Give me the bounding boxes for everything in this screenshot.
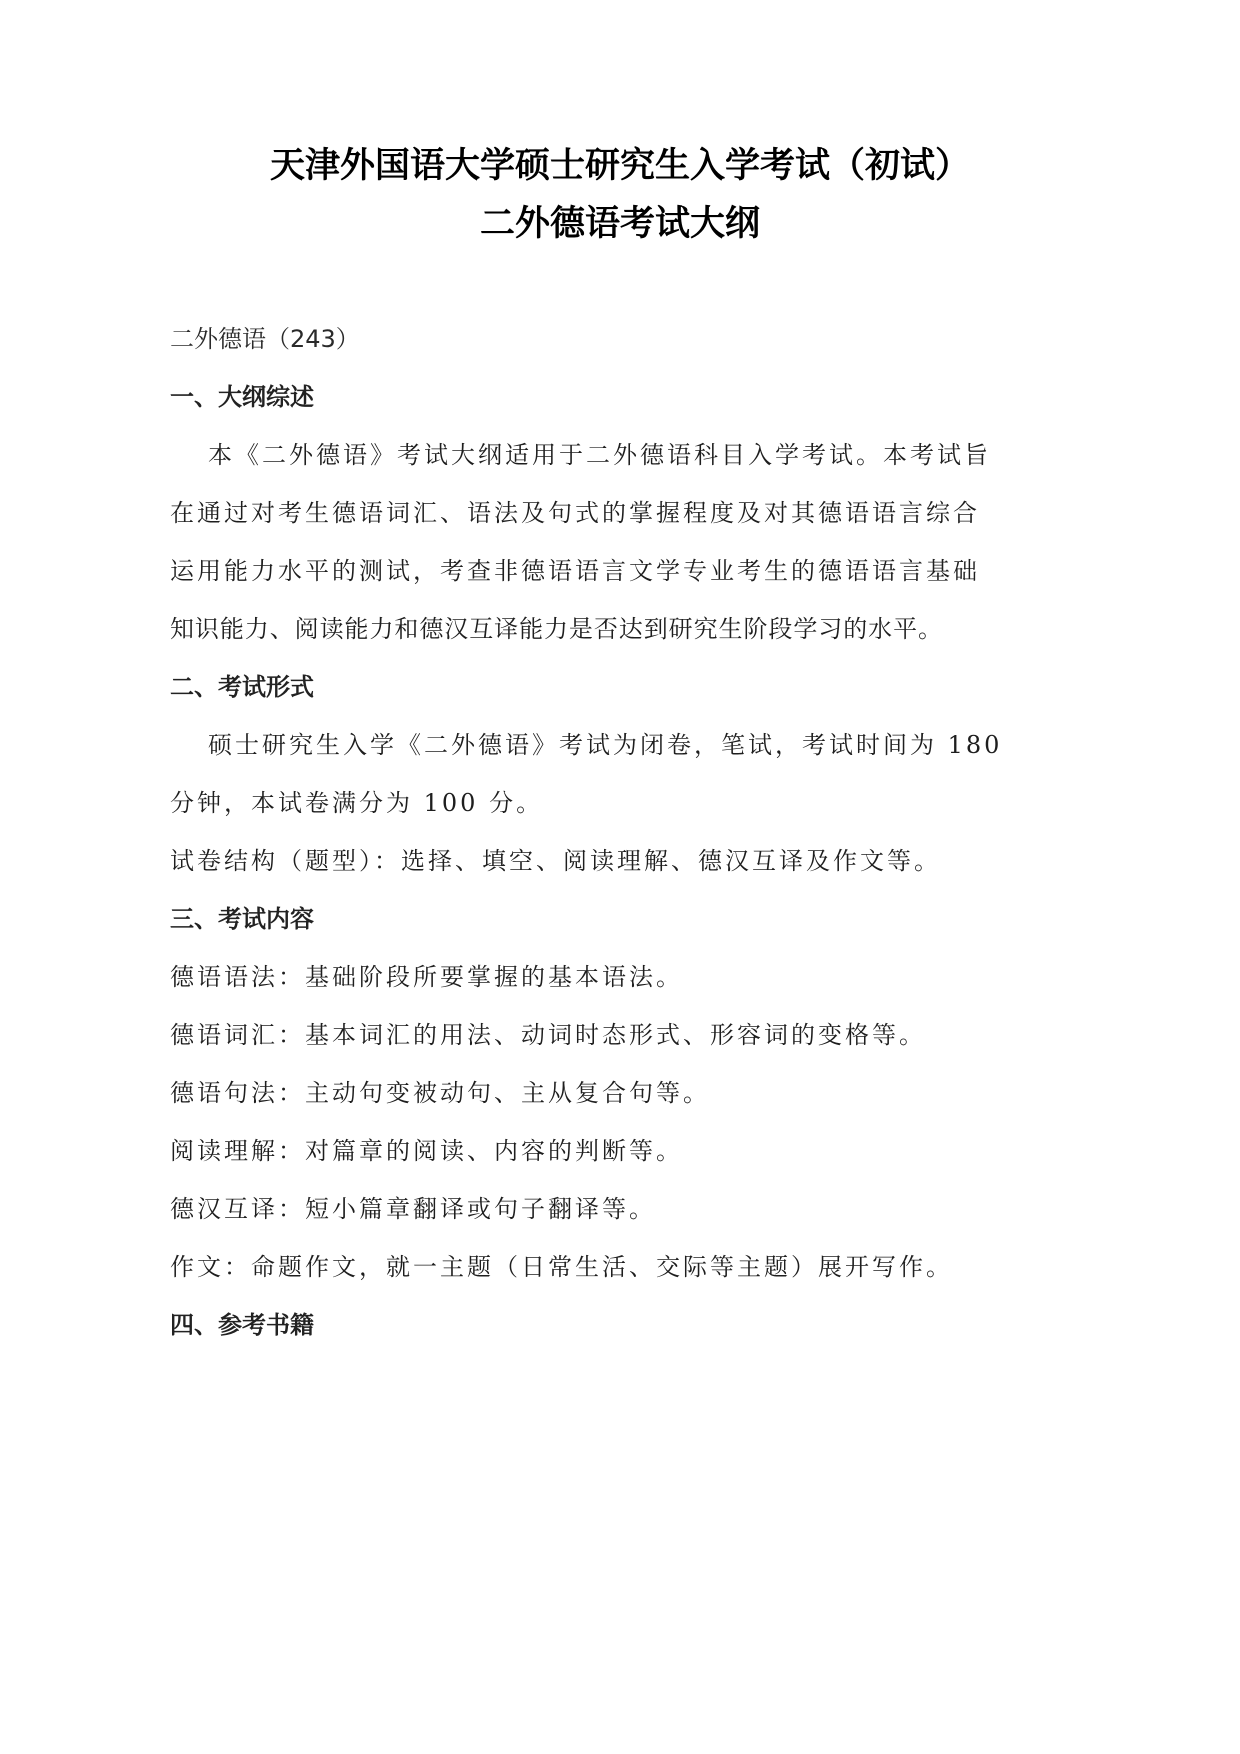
- exam-format-paragraph-line-1: 硕士研究生入学《二外德语》考试为闭卷，笔试，考试时间为 180: [208, 731, 1003, 759]
- overview-paragraph-line-1: 本《二外德语》考试大纲适用于二外德语科目入学考试。本考试旨: [208, 441, 991, 469]
- document-title-line-1: 天津外国语大学硕士研究生入学考试（初试）: [269, 146, 970, 186]
- content-item-reading: 阅读理解：对篇章的阅读、内容的判断等。: [170, 1137, 683, 1165]
- section-heading-references: 四、参考书籍: [170, 1311, 314, 1339]
- content-item-vocabulary: 德语词汇：基本词汇的用法、动词时态形式、形容词的变格等。: [170, 1021, 926, 1049]
- content-item-syntax: 德语句法：主动句变被动句、主从复合句等。: [170, 1079, 710, 1107]
- exam-structure-line: 试卷结构（题型）：选择、填空、阅读理解、德汉互译及作文等。: [170, 847, 941, 875]
- section-heading-overview: 一、大纲综述: [170, 383, 314, 411]
- overview-paragraph-line-3: 运用能力水平的测试，考查非德语语言文学专业考生的德语语言基础: [170, 557, 980, 585]
- exam-format-paragraph-line-2: 分钟，本试卷满分为 100 分。: [170, 789, 544, 817]
- overview-paragraph-line-4: 知识能力、阅读能力和德汉互译能力是否达到研究生阶段学习的水平。: [170, 615, 942, 643]
- overview-paragraph-line-2: 在通过对考生德语词汇、语法及句式的掌握程度及对其德语语言综合: [170, 499, 980, 527]
- document-title-line-2: 二外德语考试大纲: [479, 204, 760, 244]
- subject-code-line: 二外德语（243）: [170, 325, 360, 353]
- content-item-grammar: 德语语法：基础阶段所要掌握的基本语法。: [170, 963, 683, 991]
- content-item-writing: 作文：命题作文，就一主题（日常生活、交际等主题）展开写作。: [170, 1253, 953, 1281]
- section-heading-exam-content: 三、考试内容: [170, 905, 314, 933]
- section-heading-exam-format: 二、考试形式: [170, 673, 314, 701]
- content-item-translation: 德汉互译：短小篇章翻译或句子翻译等。: [170, 1195, 656, 1223]
